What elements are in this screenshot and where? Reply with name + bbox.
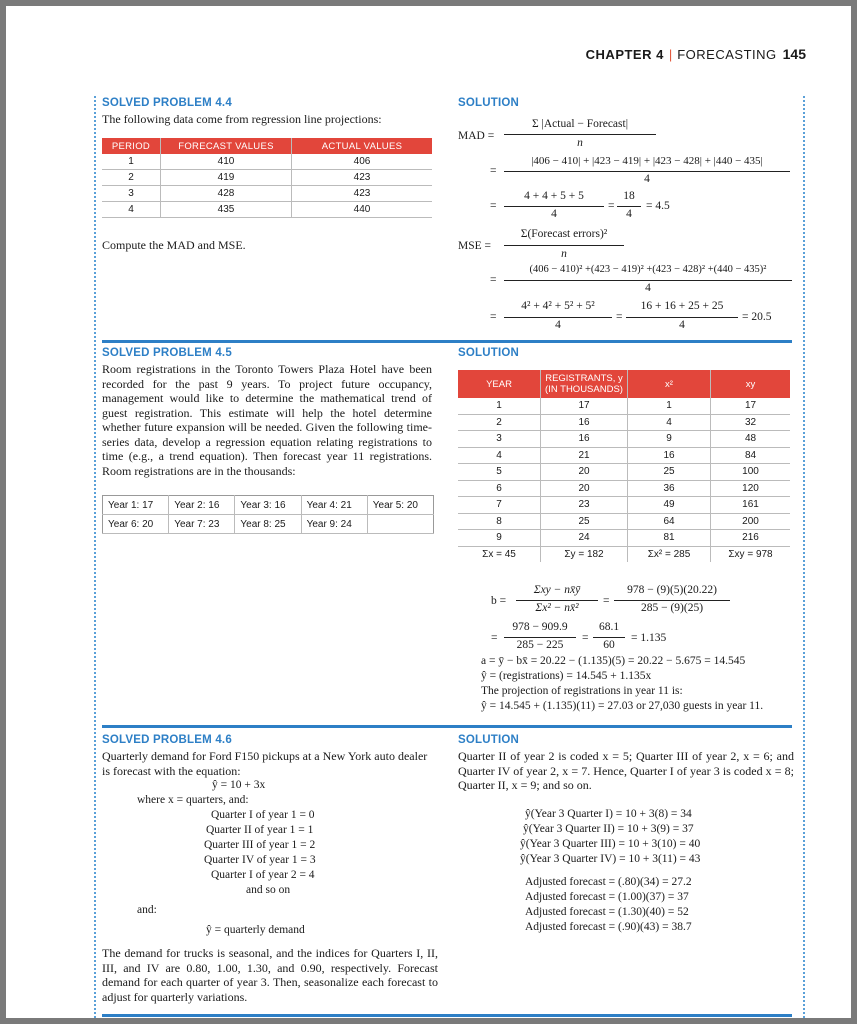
adjusted-forecast: Adjusted forecast = (1.00)(37) = 37 bbox=[525, 891, 689, 903]
cell: 20 bbox=[541, 480, 628, 497]
fraction-bar bbox=[504, 171, 790, 172]
table-row bbox=[458, 414, 790, 431]
cell: 100 bbox=[711, 464, 791, 481]
registrations-by-year bbox=[102, 495, 434, 534]
cell: 4 bbox=[458, 447, 541, 464]
cell: Year 2: 16 bbox=[169, 496, 235, 515]
solution-4-6-intro: Quarter II of year 2 is coded x = 5; Quarter III of year 2, x = 6; and Quarter IV of year 2, x = 7. Hence, Quarter I of year 3 is coded x = 8; Quarter II, x = 9; and so on. bbox=[458, 749, 794, 792]
and-label: and: bbox=[137, 904, 157, 916]
b-numerator-2: 978 − (9)(5)(20.22) bbox=[627, 584, 717, 596]
cell: Year 5: 20 bbox=[367, 496, 433, 515]
section-divider bbox=[102, 340, 792, 343]
cell: 6 bbox=[458, 480, 541, 497]
table-row bbox=[458, 497, 790, 514]
page-number: 145 bbox=[782, 46, 806, 62]
mse-step2-mid-numerator: 16 + 16 + 25 + 25 bbox=[640, 300, 724, 312]
cell: 36 bbox=[628, 480, 711, 497]
solution-4-6-title: SOLUTION bbox=[458, 734, 520, 746]
cell: 3 bbox=[102, 186, 161, 202]
adjusted-forecast: Adjusted forecast = (.80)(34) = 27.2 bbox=[525, 876, 692, 888]
left-dotted-margin bbox=[94, 96, 96, 1018]
mse-step2-mid-denominator: 4 bbox=[679, 319, 685, 331]
quarter-forecast: ŷ(Year 3 Quarter IV) = 10 + 3(11) = 43 bbox=[520, 853, 701, 865]
mse-result: = 20.5 bbox=[742, 311, 772, 323]
problem-4-5-table bbox=[458, 370, 790, 562]
cell: 81 bbox=[628, 530, 711, 547]
problem-4-4-table bbox=[102, 138, 432, 218]
cell: 84 bbox=[711, 447, 791, 464]
cell: 120 bbox=[711, 480, 791, 497]
equals-sign: = bbox=[490, 165, 497, 177]
cell: 2 bbox=[102, 170, 161, 186]
cell: 20 bbox=[541, 464, 628, 481]
cell: 64 bbox=[628, 513, 711, 530]
col-header: x² bbox=[628, 370, 711, 398]
cell: 1 bbox=[458, 398, 541, 414]
total-cell: Σx² = 285 bbox=[628, 546, 711, 562]
quarter-code: Quarter IV of year 1 = 3 bbox=[204, 854, 316, 866]
cell: 8 bbox=[458, 513, 541, 530]
total-cell: Σxy = 978 bbox=[711, 546, 791, 562]
cell bbox=[367, 515, 433, 534]
cell: 16 bbox=[628, 447, 711, 464]
fraction-bar bbox=[617, 206, 641, 207]
b-result: = 1.135 bbox=[631, 632, 667, 644]
table-row bbox=[102, 154, 432, 170]
problem-4-4-question: Compute the MAD and MSE. bbox=[102, 238, 246, 252]
quarter-forecast: ŷ(Year 3 Quarter III) = 10 + 3(10) = 40 bbox=[520, 838, 701, 850]
equals-sign: = bbox=[608, 200, 615, 212]
cell: 216 bbox=[711, 530, 791, 547]
cell: 419 bbox=[161, 170, 292, 186]
adjusted-forecast: Adjusted forecast = (.90)(43) = 38.7 bbox=[525, 921, 692, 933]
cell: 161 bbox=[711, 497, 791, 514]
mad-denominator: n bbox=[577, 137, 583, 149]
quarter-forecast: ŷ(Year 3 Quarter I) = 10 + 3(8) = 34 bbox=[525, 808, 692, 820]
yhat-definition: ŷ = quarterly demand bbox=[206, 924, 305, 936]
cell: 423 bbox=[292, 186, 433, 202]
cell: 9 bbox=[458, 530, 541, 547]
fraction-bar bbox=[516, 600, 598, 601]
cell: 410 bbox=[161, 154, 292, 170]
quarter-code: Quarter I of year 2 = 4 bbox=[211, 869, 315, 881]
cell: 440 bbox=[292, 202, 433, 218]
cell: 24 bbox=[541, 530, 628, 547]
mse-label: MSE = bbox=[458, 240, 492, 252]
mse-step1-denominator: 4 bbox=[645, 282, 651, 294]
cell: Year 1: 17 bbox=[103, 496, 169, 515]
mse-denominator: n bbox=[561, 248, 567, 260]
b-denominator: Σx² − nx̄² bbox=[535, 602, 579, 614]
adjusted-forecast: Adjusted forecast = (1.30)(40) = 52 bbox=[525, 906, 689, 918]
b-numerator-3: 978 − 909.9 bbox=[512, 621, 568, 633]
trend-equation: ŷ = (registrations) = 14.545 + 1.135x bbox=[481, 670, 652, 682]
mse-numerator: Σ(Forecast errors)² bbox=[520, 228, 608, 240]
intercept-line: a = ȳ − bx̄ = 20.22 − (1.135)(5) = 20.22 − 5.675 = 14.545 bbox=[481, 655, 746, 667]
mad-step2-mid-numerator: 18 bbox=[623, 190, 635, 202]
quarter-forecast: ŷ(Year 3 Quarter II) = 10 + 3(9) = 37 bbox=[523, 823, 694, 835]
col-header: xy bbox=[711, 370, 791, 398]
fraction-bar bbox=[504, 245, 624, 246]
fraction-bar bbox=[593, 637, 625, 638]
mad-step2-mid-denominator: 4 bbox=[626, 208, 632, 220]
table-row bbox=[102, 186, 432, 202]
col-header: REGISTRANTS, y (IN THOUSANDS) bbox=[541, 370, 628, 398]
cell: 423 bbox=[292, 170, 433, 186]
quarter-code: and so on bbox=[246, 884, 291, 896]
cell: 1 bbox=[628, 398, 711, 414]
quarter-code: Quarter I of year 1 = 0 bbox=[211, 809, 315, 821]
b-label: b = bbox=[491, 595, 507, 607]
equals-sign: = bbox=[582, 632, 589, 644]
equals-sign: = bbox=[490, 274, 497, 286]
problem-4-5-body: Room registrations in the Toronto Towers Plaza Hotel have been recorded for the past 9 years. To project future occupancy, management would like to determine the mathematical trend of guest registration. This estimate will help the hotel determine whether future expansion will be needed. Given the following time-series data, develop a regression equation relating registrations to time (e.g., a trend equation). Then forecast year 11 registrations. Room registrations are in the thousands: bbox=[102, 362, 432, 478]
table-row bbox=[458, 513, 790, 530]
mad-step2-denominator: 4 bbox=[551, 208, 557, 220]
cell: 428 bbox=[161, 186, 292, 202]
mad-step1-numerator: |406 − 410| + |423 − 419| + |423 − 428| + |440 − 435| bbox=[531, 155, 763, 167]
problem-4-6-closing: The demand for trucks is seasonal, and the indices for Quarters I, II, III, and IV are 0.80, 1.00, 1.30, and 0.90, respectively. Forecast demand for each quarter of year 3. Then, seasonalize each forecast to adjust for quarterly variations. bbox=[102, 946, 438, 1004]
quarter-code: Quarter II of year 1 = 1 bbox=[206, 824, 314, 836]
right-dotted-margin bbox=[803, 96, 805, 1018]
cell: Year 3: 16 bbox=[235, 496, 301, 515]
page-header: CHAPTER 4 | FORECASTING 145 bbox=[585, 46, 806, 62]
textbook-page bbox=[6, 6, 851, 1018]
table-row bbox=[458, 398, 790, 414]
cell: 5 bbox=[458, 464, 541, 481]
problem-4-6-title: SOLVED PROBLEM 4.6 bbox=[102, 734, 232, 746]
mse-step2-denominator: 4 bbox=[555, 319, 561, 331]
cell: 25 bbox=[628, 464, 711, 481]
cell: 7 bbox=[458, 497, 541, 514]
cell: 3 bbox=[458, 431, 541, 448]
cell: 435 bbox=[161, 202, 292, 218]
table-row bbox=[102, 170, 432, 186]
cell: 2 bbox=[458, 414, 541, 431]
section-divider bbox=[102, 1014, 792, 1017]
equals-sign: = bbox=[490, 200, 497, 212]
solution-4-5-title: SOLUTION bbox=[458, 347, 520, 359]
cell: 4 bbox=[102, 202, 161, 218]
cell: 16 bbox=[541, 431, 628, 448]
mad-result: = 4.5 bbox=[646, 200, 670, 212]
problem-4-5-title: SOLVED PROBLEM 4.5 bbox=[102, 347, 232, 359]
problem-4-6-equation: ŷ = 10 + 3x bbox=[212, 779, 266, 791]
problem-4-4-prompt: The following data come from regression line projections: bbox=[102, 112, 382, 126]
cell: 16 bbox=[541, 414, 628, 431]
table-row bbox=[103, 496, 434, 515]
cell: 406 bbox=[292, 154, 433, 170]
where-label: where x = quarters, and: bbox=[137, 794, 249, 806]
cell: 25 bbox=[541, 513, 628, 530]
mad-label: MAD = bbox=[458, 130, 495, 142]
projection-label: The projection of registrations in year 11 is: bbox=[481, 685, 683, 697]
b-denominator-4: 60 bbox=[603, 639, 615, 651]
equals-sign: = bbox=[603, 595, 610, 607]
cell: 200 bbox=[711, 513, 791, 530]
quarter-code: Quarter III of year 1 = 2 bbox=[204, 839, 316, 851]
cell: 17 bbox=[711, 398, 791, 414]
fraction-bar bbox=[504, 637, 576, 638]
equals-sign: = bbox=[490, 311, 497, 323]
projection-calc: ŷ = 14.545 + (1.135)(11) = 27.03 or 27,030 guests in year 11. bbox=[481, 700, 764, 712]
col-header: FORECAST VALUES bbox=[161, 138, 292, 154]
cell: 32 bbox=[711, 414, 791, 431]
totals-row bbox=[458, 546, 790, 562]
table-row bbox=[458, 447, 790, 464]
fraction-bar bbox=[614, 600, 730, 601]
cell: 48 bbox=[711, 431, 791, 448]
cell: 4 bbox=[628, 414, 711, 431]
col-header: PERIOD bbox=[102, 138, 161, 154]
b-numerator: Σxy − nx̄ȳ bbox=[533, 584, 581, 596]
col-header: ACTUAL VALUES bbox=[292, 138, 433, 154]
cell: Year 6: 20 bbox=[103, 515, 169, 534]
b-numerator-4: 68.1 bbox=[598, 621, 620, 633]
cell: 21 bbox=[541, 447, 628, 464]
fraction-bar bbox=[504, 317, 612, 318]
section-divider bbox=[102, 725, 792, 728]
table-row bbox=[102, 202, 432, 218]
cell: Year 4: 21 bbox=[301, 496, 367, 515]
mad-step1-denominator: 4 bbox=[644, 173, 650, 185]
fraction-bar bbox=[504, 206, 604, 207]
solution-4-4-title: SOLUTION bbox=[458, 97, 520, 109]
cell: 17 bbox=[541, 398, 628, 414]
mse-step1-numerator: (406 − 410)² +(423 − 419)² +(423 − 428)² +(440 − 435)² bbox=[529, 264, 767, 275]
cell: Year 7: 23 bbox=[169, 515, 235, 534]
section-label: FORECASTING bbox=[677, 47, 777, 62]
fraction-bar bbox=[504, 134, 656, 135]
b-denominator-2: 285 − (9)(25) bbox=[640, 602, 704, 614]
problem-4-4-title: SOLVED PROBLEM 4.4 bbox=[102, 97, 232, 109]
b-denominator-3: 285 − 225 bbox=[516, 639, 564, 651]
mad-numerator: Σ |Actual − Forecast| bbox=[531, 118, 629, 130]
table-row bbox=[103, 515, 434, 534]
equals-sign: = bbox=[491, 632, 498, 644]
cell: 1 bbox=[102, 154, 161, 170]
fraction-bar bbox=[504, 280, 792, 281]
table-row bbox=[458, 480, 790, 497]
mse-step2-numerator: 4² + 4² + 5² + 5² bbox=[521, 300, 595, 312]
cell: Year 9: 24 bbox=[301, 515, 367, 534]
chapter-label: CHAPTER 4 bbox=[585, 47, 664, 62]
table-row bbox=[458, 464, 790, 481]
table-row bbox=[458, 431, 790, 448]
cell: Year 8: 25 bbox=[235, 515, 301, 534]
fraction-bar bbox=[626, 317, 738, 318]
total-cell: Σy = 182 bbox=[541, 546, 628, 562]
cell: 23 bbox=[541, 497, 628, 514]
mad-step2-numerator: 4 + 4 + 5 + 5 bbox=[524, 190, 584, 202]
equals-sign: = bbox=[616, 311, 623, 323]
total-cell: Σx = 45 bbox=[482, 548, 516, 560]
table-row bbox=[458, 530, 790, 547]
problem-4-6-intro: Quarterly demand for Ford F150 pickups at a New York auto dealer is forecast with the equation: bbox=[102, 749, 428, 778]
col-header: YEAR bbox=[458, 370, 541, 398]
cell: 9 bbox=[628, 431, 711, 448]
cell: 49 bbox=[628, 497, 711, 514]
